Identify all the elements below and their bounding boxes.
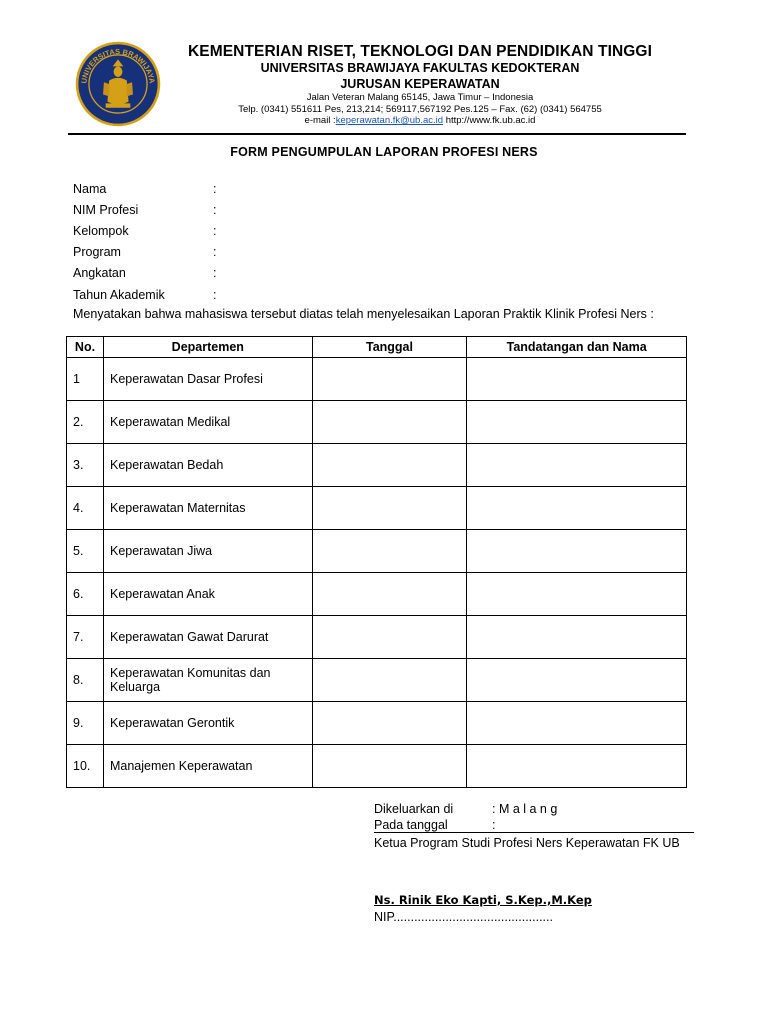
address: Jalan Veteran Malang 65145, Jawa Timur – Indonesia (306, 92, 534, 103)
field-tahun-akademik (73, 287, 216, 303)
field-label: Kelompok (73, 224, 129, 238)
issued-value: : M a l a n g (492, 802, 558, 816)
footer-divider (374, 832, 694, 833)
row-signature-cell[interactable] (467, 702, 687, 745)
row-date-cell[interactable] (312, 444, 467, 487)
row-department: Keperawatan Gerontik (103, 702, 312, 745)
field-separator: : (213, 288, 217, 302)
header-divider (68, 133, 686, 135)
row-department: Keperawatan Dasar Profesi (103, 358, 312, 401)
row-date-cell[interactable] (312, 487, 467, 530)
row-no: 4. (67, 487, 104, 530)
table-row (67, 745, 687, 788)
form-title: FORM PENGUMPULAN LAPORAN PROFESI NERS (230, 145, 538, 159)
table-row (67, 659, 687, 702)
row-signature-cell[interactable] (467, 401, 687, 444)
col-header-no: No. (67, 337, 104, 358)
signer-nip: NIP.............................................. (374, 910, 553, 924)
row-no: 5. (67, 530, 104, 573)
letterhead (150, 43, 690, 127)
row-date-cell[interactable] (312, 659, 467, 702)
table-row (67, 530, 687, 573)
field-separator: : (213, 182, 217, 196)
col-header-tandatangan: Tandatangan dan Nama (467, 337, 687, 358)
row-department: Keperawatan Gawat Darurat (103, 616, 312, 659)
table-row (67, 616, 687, 659)
issued-at-line (374, 802, 557, 816)
row-signature-cell[interactable] (467, 573, 687, 616)
row-signature-cell[interactable] (467, 487, 687, 530)
row-date-cell[interactable] (312, 745, 467, 788)
field-nama (73, 181, 216, 197)
issued-label: Dikeluarkan di (374, 802, 454, 816)
row-department: Keperawatan Maternitas (103, 487, 312, 530)
field-program (73, 244, 216, 260)
contact-line (150, 115, 690, 127)
row-no: 8. (67, 659, 104, 702)
field-label: Angkatan (73, 266, 126, 280)
row-date-cell[interactable] (312, 702, 467, 745)
ministry-name: KEMENTERIAN RISET, TEKNOLOGI DAN PENDIDIKAN TINGGI (188, 43, 652, 60)
row-department: Keperawatan Medikal (103, 401, 312, 444)
row-department: Keperawatan Bedah (103, 444, 312, 487)
field-nim-profesi (73, 202, 216, 218)
date-label: Pada tanggal (374, 818, 448, 832)
table-row (67, 401, 687, 444)
row-no: 1 (67, 358, 104, 401)
field-kelompok (73, 223, 216, 239)
field-label: NIM Profesi (73, 203, 139, 217)
row-department: Keperawatan Komunitas dan Keluarga (103, 659, 312, 702)
field-separator: : (213, 245, 217, 259)
university-name: UNIVERSITAS BRAWIJAYA FAKULTAS KEDOKTERAN (260, 61, 580, 75)
department-name: JURUSAN KEPERAWATAN (340, 77, 500, 91)
row-date-cell[interactable] (312, 530, 467, 573)
table-row (67, 444, 687, 487)
signer-position: Ketua Program Studi Profesi Ners Keperawatan FK UB (374, 836, 680, 850)
row-date-cell[interactable] (312, 358, 467, 401)
row-signature-cell[interactable] (467, 659, 687, 702)
field-angkatan (73, 265, 216, 281)
email-link[interactable]: keperawatan.fk@ub.ac.id (335, 115, 444, 126)
website-link[interactable]: http://www.fk.ub.ac.id (445, 115, 536, 126)
row-department: Manajemen Keperawatan (103, 745, 312, 788)
logo-text: UNIVERSITAS BRAWIJAYA (79, 47, 157, 85)
row-signature-cell[interactable] (467, 616, 687, 659)
row-signature-cell[interactable] (467, 358, 687, 401)
table-header-row (67, 337, 687, 358)
date-line (374, 818, 495, 832)
row-department: Keperawatan Jiwa (103, 530, 312, 573)
phone-fax: Telp. (0341) 551611 Pes, 213,214; 569117,567192 Pes.125 – Fax. (62) (0341) 564755 (238, 103, 602, 115)
row-no: 6. (67, 573, 104, 616)
field-label: Program (73, 245, 121, 259)
table-row (67, 573, 687, 616)
row-no: 7. (67, 616, 104, 659)
table-row (67, 358, 687, 401)
signer-name: Ns. Rinik Eko Kapti, S.Kep.,M.Kep (374, 893, 592, 907)
field-label: Nama (73, 182, 107, 196)
row-date-cell[interactable] (312, 401, 467, 444)
table-row (67, 487, 687, 530)
col-header-departemen: Departemen (103, 337, 312, 358)
field-label: Tahun Akademik (73, 288, 165, 302)
row-date-cell[interactable] (312, 616, 467, 659)
row-signature-cell[interactable] (467, 444, 687, 487)
row-date-cell[interactable] (312, 573, 467, 616)
date-value: : (492, 818, 496, 832)
row-department: Keperawatan Anak (103, 573, 312, 616)
row-no: 3. (67, 444, 104, 487)
field-separator: : (213, 203, 217, 217)
email-prefix: e-mail : (304, 115, 336, 126)
col-header-tanggal: Tanggal (312, 337, 467, 358)
university-logo (74, 40, 162, 128)
row-signature-cell[interactable] (467, 745, 687, 788)
row-no: 2. (67, 401, 104, 444)
report-table (66, 336, 687, 788)
row-signature-cell[interactable] (467, 530, 687, 573)
table-row (67, 702, 687, 745)
row-no: 10. (67, 745, 104, 788)
field-separator: : (213, 266, 217, 280)
row-no: 9. (67, 702, 104, 745)
field-separator: : (213, 224, 217, 238)
statement: Menyatakan bahwa mahasiswa tersebut diatas telah menyelesaikan Laporan Praktik Klinik Profesi Ners : (73, 307, 654, 321)
